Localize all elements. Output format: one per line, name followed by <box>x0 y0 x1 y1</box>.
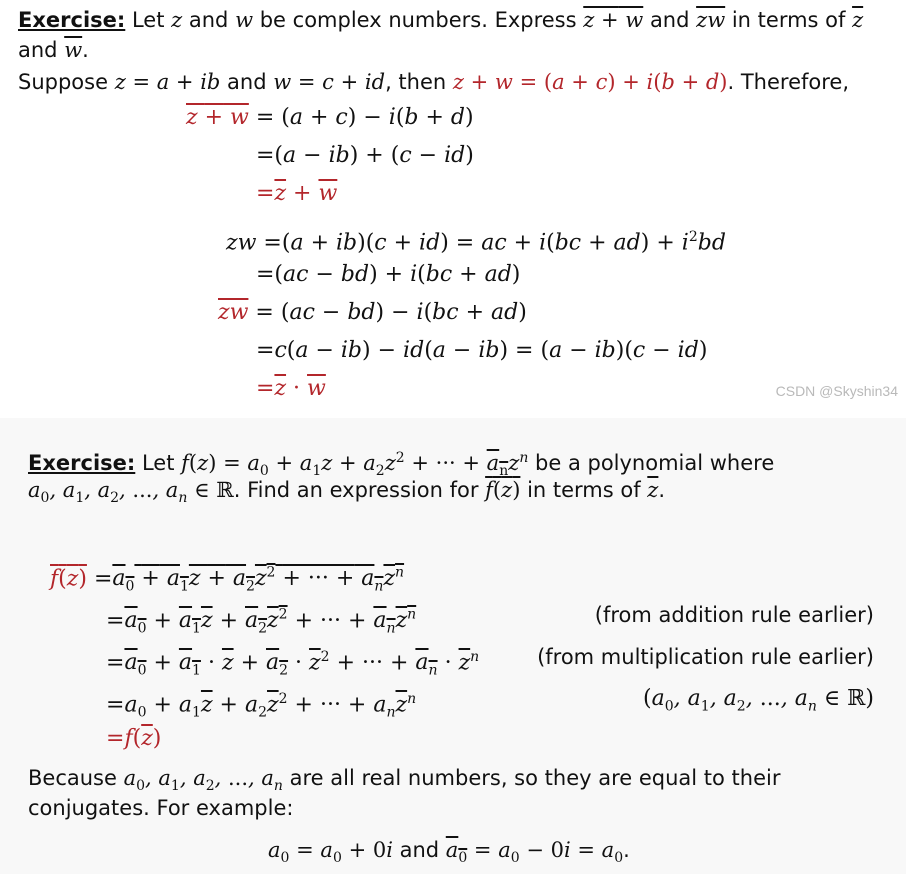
exercise-1-label: Exercise: <box>18 8 126 32</box>
note-multiplication-rule: (from multiplication rule earlier) <box>537 645 874 669</box>
because-line-1: Because $a_0$, $a_1$, $a_2$, ..., $a_n$ are all real numbers, so they are equal to their <box>28 766 781 795</box>
exercise-1-intro-line2: and $\overline{w}$. <box>18 38 89 62</box>
exercise-2-label: Exercise: <box>28 451 136 475</box>
note-real-coefficients: ($a_0$, $a_1$, $a_2$, ..., $a_n$ ∈ ℝ) <box>643 686 874 715</box>
exercise-2-intro-line2: $a_0$, $a_1$, $a_2$, ..., $a_n$ ∈ ℝ. Find an expression for f(z) in terms of $\overline{z}$. <box>28 478 666 507</box>
equation-sum-conjugate: z + w = (a + c) − i(b + d) <box>186 105 474 130</box>
equation-product-result: $=\overline{z} \cdot \overline{w}$ <box>256 376 326 401</box>
equation-product-step3: =c(a − ib) − id(a − ib) = (a − ib)(c − id) <box>256 338 708 363</box>
equation-product: zw =(a + ib)(c + id) = ac + $i(bc + ad) + i^2bd$ <box>226 229 726 256</box>
exercise-2-section <box>0 418 906 874</box>
suppose-line: Suppose z = a + ib and w = c + id, then z + w = (a + c) + i(b + d). Therefore, <box>18 70 850 94</box>
equation-sum-result: $=\overline{z} + \overline{w}$ <box>256 181 338 206</box>
derivation-line-4: $=a_0 + a_1\overline{z} + a_2\overline{z}^2$ + ··· + $a_n\overline{z}^n$ <box>106 691 417 721</box>
equation-sum-step2: =(a − ib) + (c − id) <box>256 143 474 168</box>
derivation-line-3: $=a_0 + a_1 \cdot \overline{z} + a_2 \cdot \overline{z}^2$ + ··· + $a_n \cdot \overline{z}^n$ <box>106 649 480 679</box>
example-line: $a_0 = a_0 + 0i$ and $a_0 = a_0 - 0i = a_0$. <box>268 838 630 867</box>
derivation-line-5: $=f(\overline{z})$ <box>106 726 162 751</box>
equation-product-conjugate: $\overline{zw} = (ac - bd) - i(bc + ad)$ <box>218 300 527 325</box>
equation-product-step2: =(ac − bd) + i(bc + ad) <box>256 262 521 287</box>
note-addition-rule: (from addition rule earlier) <box>594 603 874 627</box>
exercise-1-intro: Exercise: Let z and w be complex numbers. Express z + w and $\overline{zw}$ in terms of $\overline{z}$ <box>18 8 864 32</box>
exercise-2-intro: Exercise: Let $f(z) = a_0 + a_1z + a_2z^2$ + ··· + $a_nz^n$ be a polynomial where <box>28 450 775 480</box>
because-line-2: conjugates. For example: <box>28 796 294 820</box>
watermark: CSDN @Skyshin34 <box>775 383 898 399</box>
derivation-line-1: $f(z) =a_0 + a_1z + a_2z^2$ + ··· + $a_nz^n$ <box>50 565 405 595</box>
exercise-1-section <box>0 0 906 410</box>
derivation-line-2: $=a_0 + a_1z + a_2z^2$ + ··· + $a_nz^n$ <box>106 607 417 637</box>
